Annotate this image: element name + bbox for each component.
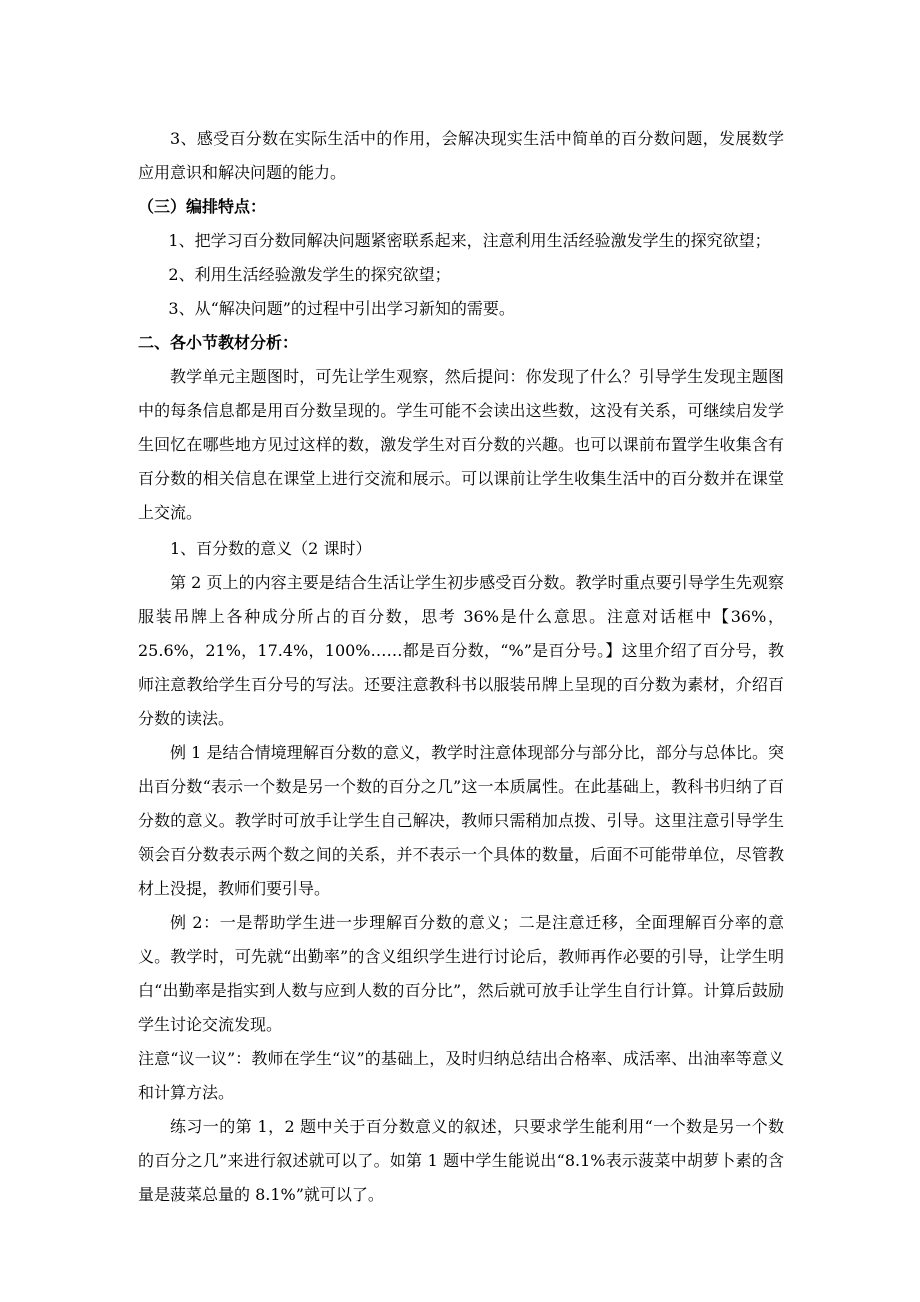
feature-item-1: 1、把学习百分数同解决问题紧密联系起来，注意利用生活经验激发学生的探究欲望； [168,231,771,250]
objective-3: 3、感受百分数在实际生活中的作用，会解决现实生活中简单的百分数问题，发展数学应用意识和解决问题的能力。 [138,129,784,182]
analysis-intro: 教学单元主题图时，可先让学生观察，然后提问：你发现了什么？引导学生发现主题图中的每条信息都是用百分数呈现的。学生可能不会读出这些数，这没有关系，可继续启发学生回忆在哪些地方见过这样的数，激发学生对百分数的兴趣。也可以课前布置学生收集含有百分数的相关信息在课堂上进行交流和展示。可以课前让学生收集生活中的百分数并在课堂上交流。 [138,367,784,522]
feature-item-3: 3、从“解决问题”的过程中引出学习新知的需要。 [168,299,515,318]
page2-paragraph: 第 2 页上的内容主要是结合生活让学生初步感受百分数。教学时重点要引导学生先观察服装吊牌上各种成分所占的百分数，思考 36%是什么意思。注意对话框中【36%，25.6%，21%，17.4%，100%……都是百分数，“%”是百分号。】这里介绍了百分号，教师注意教给学生百分号的写法。还要注意教科书以服装吊牌上呈现的百分数为素材，介绍百分数的读法。 [138,573,784,728]
analysis-heading: 二、各小节教材分析： [138,333,299,352]
discuss-paragraph: 注意“议一议”：教师在学生“议”的基础上，及时归纳总结出合格率、成活率、出油率等意义和计算方法。 [138,1049,784,1102]
feature-item-2: 2、利用生活经验激发学生的探究欲望； [168,265,451,284]
exercise1-paragraph: 练习一的第 1，2 题中关于百分数意义的叙述，只要求学生能利用“一个数是另一个数的百分之几”来进行叙述就可以了。如第 1 题中学生能说出“8.1%表示菠菜中胡萝卜素的含量是菠菜总量的 8.1%”就可以了。 [138,1117,784,1204]
example2-paragraph: 例 2：一是帮助学生进一步理解百分数的意义；二是注意迁移，全面理解百分率的意义。教学时，可先就“出勤率”的含义组织学生进行讨论后，教师再作必要的引导，让学生明白“出勤率是指实到人数与应到人数的百分比”，然后就可放手让学生自行计算。计算后鼓励学生讨论交流发现。 [138,913,784,1034]
document-page [138,122,784,1212]
section1-title: 1、百分数的意义（2 课时） [170,539,372,558]
example1-paragraph: 例 1 是结合情境理解百分数的意义，教学时注意体现部分与部分比，部分与总体比。突出百分数“表示一个数是另一个数的百分之几”这一本质属性。在此基础上，教科书归纳了百分数的意义。教学时可放手让学生自己解决，教师只需稍加点拨、引导。这里注意引导学生领会百分数表示两个数之间的关系，并不表示一个具体的数量，后面不可能带单位，尽管教材上没提，教师们要引导。 [138,743,784,898]
features-heading: （三）编排特点： [138,197,267,216]
